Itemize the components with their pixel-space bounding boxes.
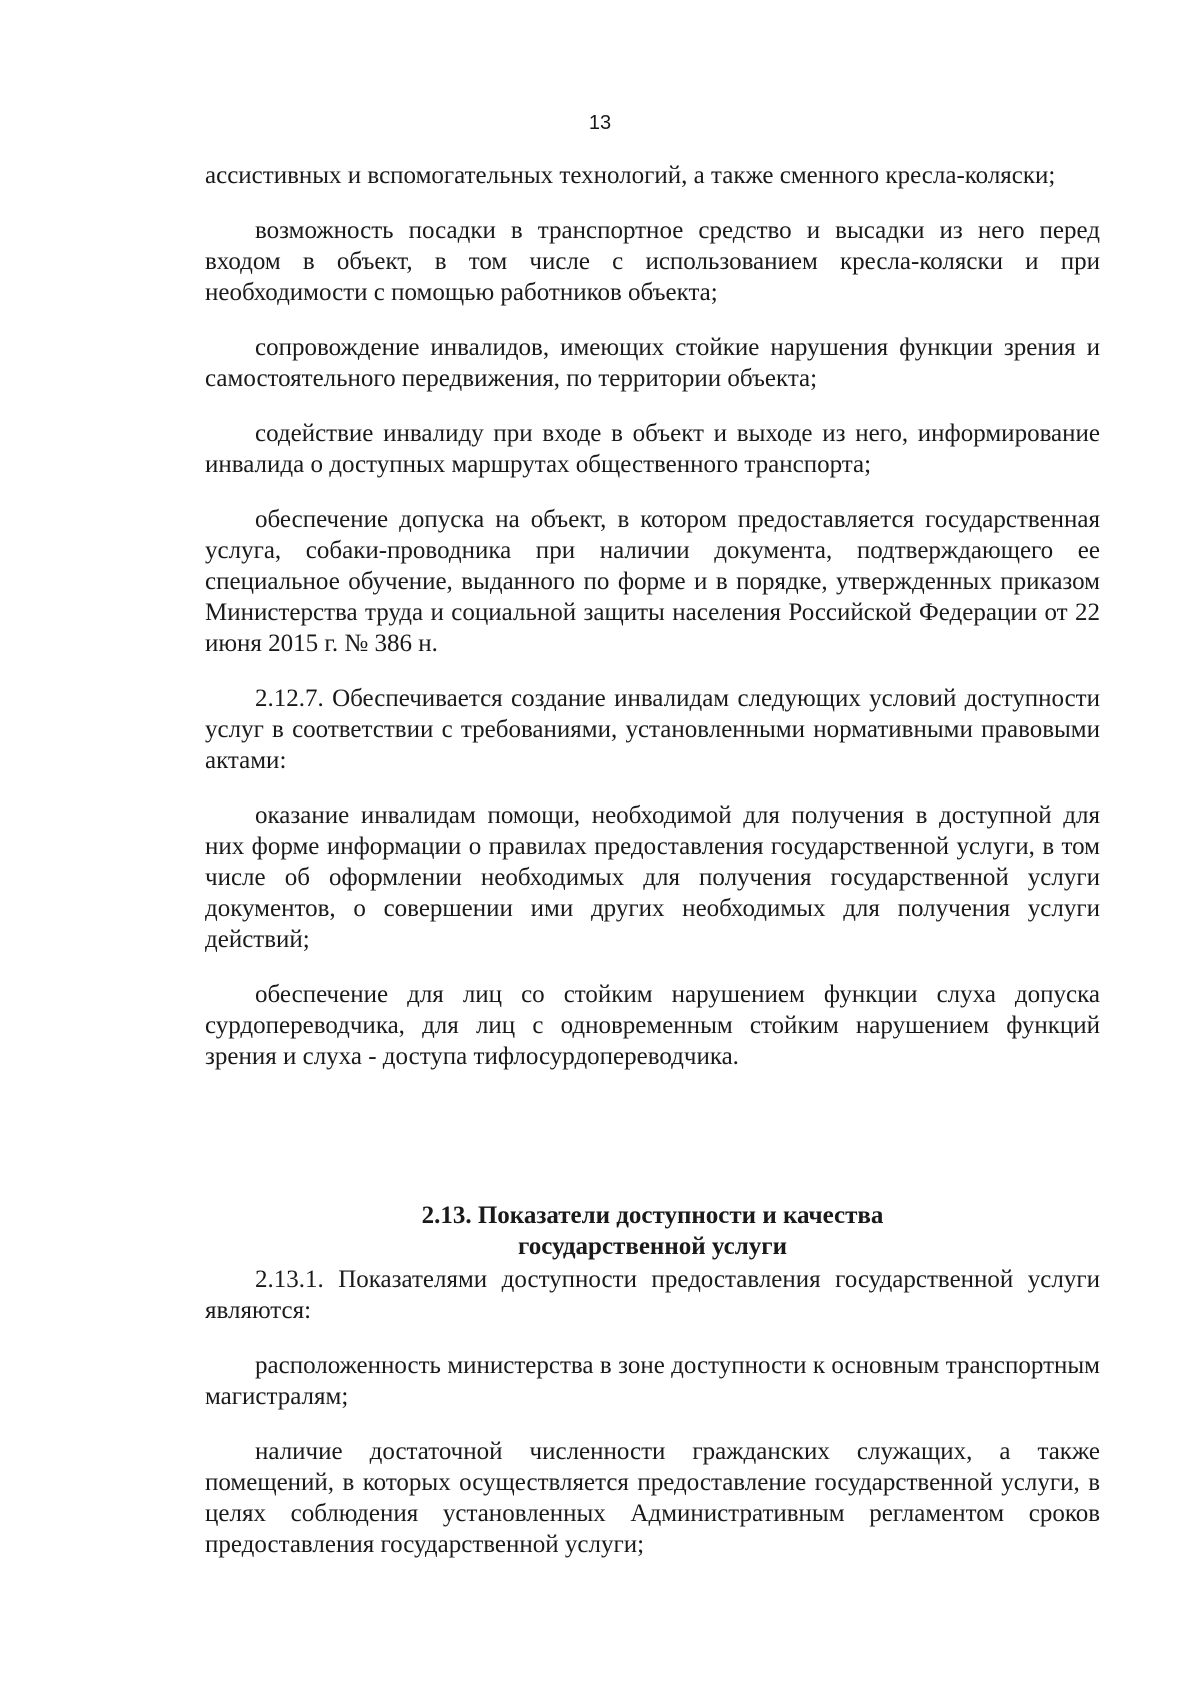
document-body xyxy=(205,160,1100,1584)
paragraph: содействие инвалиду при входе в объект и выходе из него, информирование инвалида о доступных маршрутах общественного транспорта; xyxy=(205,420,1100,478)
section-title xyxy=(205,1200,1100,1262)
paragraph: обеспечение для лиц со стойким нарушением функции слуха допуска сурдопереводчика, для лиц с одновременным стойким нарушением функций зрения и слуха - доступа тифлосурдопереводчика. xyxy=(205,981,1100,1070)
paragraph: ассистивных и вспомогательных технологий, а также сменного кресла-коляски; xyxy=(205,162,1056,189)
section-gap xyxy=(205,1096,1100,1200)
paragraph: 2.13.1. Показателями доступности предоставления государственной услуги являются: xyxy=(205,1266,1100,1324)
paragraph: 2.12.7. Обеспечивается создание инвалидам следующих условий доступности услуг в соответствии с требованиями, установленными нормативными правовыми актами: xyxy=(205,685,1100,774)
paragraph: обеспечение допуска на объект, в котором предоставляется государственная услуга, собаки-проводника при наличии документа, подтверждающего ее специальное обучение, выданного по форме и в порядке, утвержденных приказом Министерства труда и социальной защиты населения Российской Федерации от 22 июня 2015 г. № 386 н. xyxy=(205,506,1100,657)
page-number: 13 xyxy=(588,112,612,134)
paragraph: оказание инвалидам помощи, необходимой для получения в доступной для них форме информации о правилах предоставления государственной услуги, в том числе об оформлении необходимых для получения государственной услуги документов, о совершении ими других необходимых для получения услуги действий; xyxy=(205,802,1100,953)
section-title-line: 2.13. Показатели доступности и качества xyxy=(421,1202,884,1229)
paragraph: сопровождение инвалидов, имеющих стойкие нарушения функции зрения и самостоятельного передвижения, по территории объекта; xyxy=(205,334,1100,392)
paragraph: расположенность министерства в зоне доступности к основным транспортным магистралям; xyxy=(205,1352,1100,1410)
paragraph: возможность посадки в транспортное средство и высадки из него перед входом в объект, в том числе с использованием кресла-коляски и при необходимости с помощью работников объекта; xyxy=(205,217,1100,306)
section-title-line: государственной услуги xyxy=(517,1233,788,1260)
paragraph: наличие достаточной численности гражданских служащих, а также помещений, в которых осуществляется предоставление государственной услуги, в целях соблюдения установленных Административным регламентом сроков предоставления государственной услуги; xyxy=(205,1438,1100,1558)
